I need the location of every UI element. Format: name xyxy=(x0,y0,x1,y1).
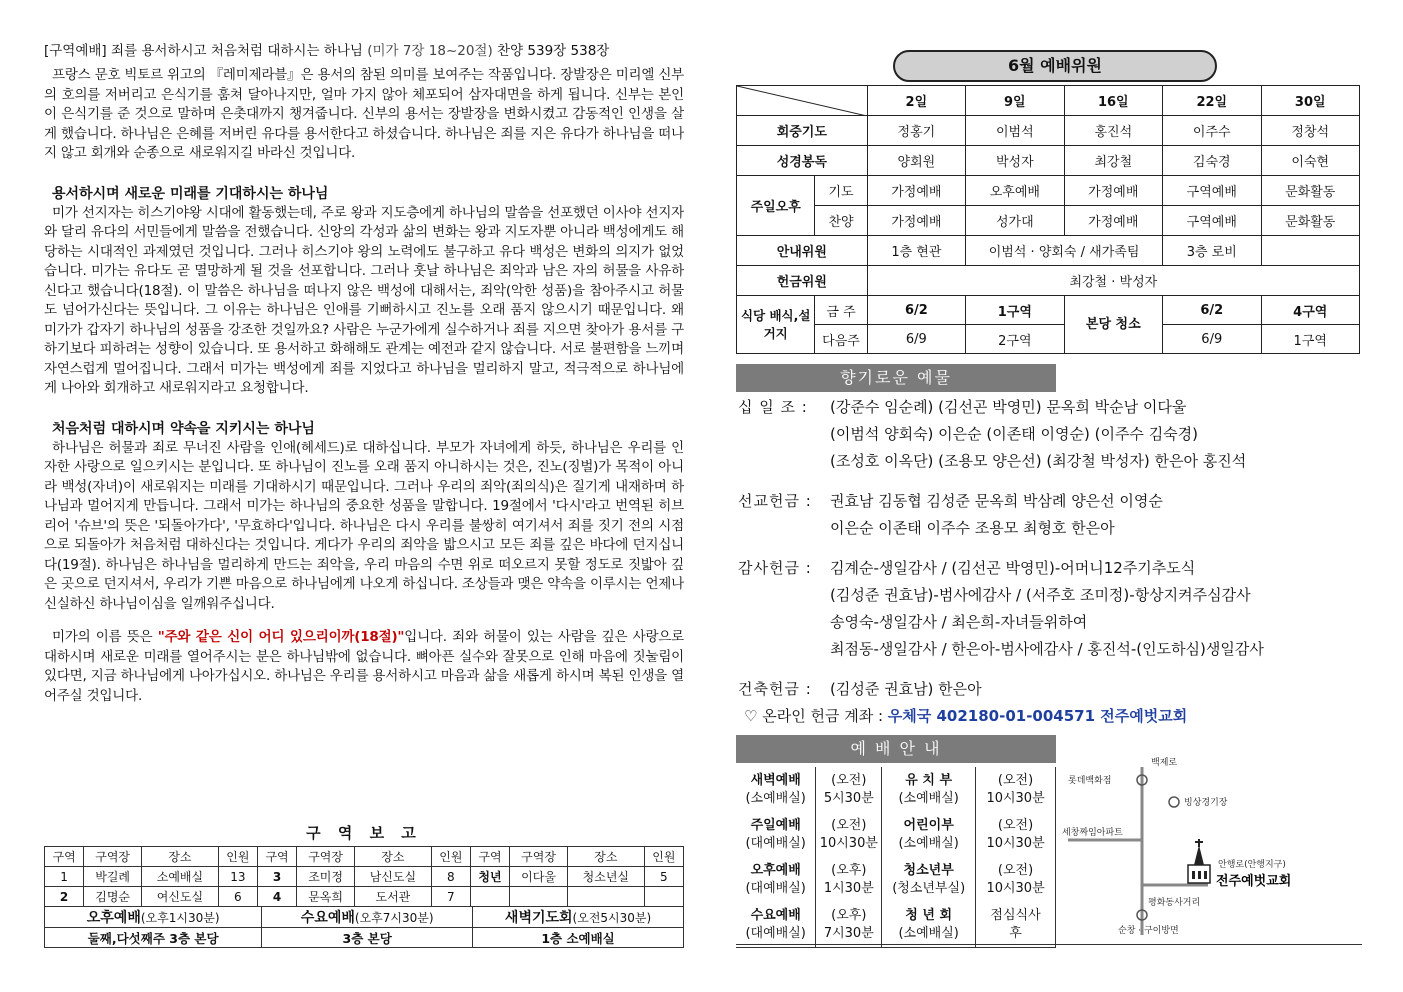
table-cell: 6/9 xyxy=(1163,325,1261,354)
service-name: 청소년부 xyxy=(903,862,954,878)
offering-row xyxy=(738,394,1378,421)
rink-marker-icon xyxy=(1169,797,1179,807)
table-cell: 1구역 xyxy=(1261,325,1360,354)
table-cell: 4구역 xyxy=(1261,296,1360,325)
service-location: (청소년부실) xyxy=(892,880,966,896)
table-cell: 8 xyxy=(431,867,470,887)
offering-label: 감사헌금 : xyxy=(738,559,812,577)
table-row xyxy=(737,325,1360,354)
table-cell: 박성자 xyxy=(966,146,1064,176)
table-cell: 3층 로비 xyxy=(1163,236,1261,266)
table-cell: 이다울 xyxy=(510,867,568,887)
online-giving: ♡ 온라인 헌금 계좌 : 우체국 402180-01-004571 전주예벗교회 xyxy=(744,707,1188,725)
service-cell xyxy=(882,767,976,812)
row-label: 식당 배식,설거지 xyxy=(737,296,815,354)
offering-label: 십 일 조 : xyxy=(738,398,808,416)
article-header xyxy=(44,40,684,62)
table-cell xyxy=(644,887,683,907)
report-header: 구역 xyxy=(470,847,509,867)
section1-body: 미가 선지자는 히스기야왕 시대에 활동했는데, 주로 왕과 지도층에게 하나님의 말씀을 선포했던 이사야 선지자와 달리 유다의 서민들에게 말씀을 전했습니다. 신앙의 각성과 삶의 변화는 왕과 지도자뿐 아니라 백성에게도 해당하는 시대적인 과제였던 것입니다. 그러나 히스기야 왕의 노력에도 불구하고 유다 백성은 변화의 의지가 없었습니다. 미가는 유다도 곧 멸망하게 될 것을 선포합니다. 그러나 훗날 하나님은 죄악과 남은 자의 허물을 사유하신다고 했습니다(18절). 이 말씀은 하나님을 떠나지 않은 백성에 대해서는, 죄악(악한 성품)을 참아주시고 허물도 넘어가신다는 뜻입니다. 그 이유는 하나님은 인애를 기뻐하시고 진노를 오래 품지 않으시기 때문입니다. 왜 미가가 갑자기 하나님의 성품을 강조한 것일까요? 사람은 누군가에게 실수하거나 죄를 지으면 찾아가 용서를 구하기보다 피하려는 성향이 있습니다. 또 용서하고 화해해도 관계는 예전과 같지 않습니다. 서로 불편함을 느끼며 자연스럽게 멀어집니다. 그래서 미가는 백성에게 죄를 지었다고 하나님을 멀리하지 말고, 적극적으로 하나님에게 나아와 회개하고 새로워지라고 요청합니다. xyxy=(44,204,684,396)
table-row xyxy=(737,266,1360,296)
table-row xyxy=(736,902,1056,948)
offering-line: 최점동-생일감사 / 한은아-범사에감사 / 홍진석-(인도하심)생일감사 xyxy=(830,640,1264,658)
offering-line: (이범석 양회숙) 이은순 (이존태 이영순) (이주수 김숙경) xyxy=(830,425,1199,443)
service-ampm: (오전) xyxy=(997,817,1034,833)
row-label: 주일오후 xyxy=(737,176,815,236)
heart-icon: ♡ xyxy=(744,707,758,725)
row-label: 헌금위원 xyxy=(737,266,868,296)
service-time: 10시30분 xyxy=(986,835,1045,851)
section2-body: 하나님은 허물과 죄로 무너진 사람을 인애(헤세드)로 대하십니다. 부모가 자녀에게 하듯, 하나님은 우리를 인자한 사랑으로 일으키시는 분입니다. 또 하나님이 진노를 오래 품지 아니하시는 것은, 진노(징벌)가 목적이 아니라 백성(자녀)이 새로워지는 미래를 기대하시기 때문입니다. 그러나 우리의 죄악(죄의식)은 질기게 내재하며 하나님과 멀어지게 만듭니다. 그래서 미가는 하나님의 중요한 성품을 말합니다. 19절에서 '다시'라고 번역된 히브리어 '슈브'의 뜻은 '되돌아가다', '무효하다'입니다. 하나님은 다시 우리를 불쌍히 여기셔서 죄를 짓기 전의 시점으로 되돌아가 처음처럼 대하신다는 것입니다. 게다가 우리의 죄악을 밟으시고 모든 죄를 깊은 바다에 던지십니다(19절). 하나님은 하나님을 멀리하게 만드는 죄악을, 우리 마음의 수면 위로 떠오르지 못할 정도로 짓밟아 깊은 곳으로 던지셔서, 우리가 기쁜 마음으로 하나님에게 나오게 하십니다. 조상들과 맺은 약속을 이루시는 언제나 신실하신 하나님이심을 일깨워주십니다. xyxy=(44,439,684,612)
table-cell: 청소년실 xyxy=(568,867,645,887)
diagonal-corner-cell xyxy=(737,86,868,116)
service-cell xyxy=(736,812,816,857)
time-cell xyxy=(816,767,882,812)
offering-line: (조성호 이옥단) (조용모 양은선) (최강철 박성자) 한은아 홍진석 xyxy=(830,452,1247,470)
offerings-list xyxy=(738,394,1378,703)
table-cell: 6 xyxy=(218,887,257,907)
service-ampm: (오전) xyxy=(997,772,1034,788)
offering-line: (김성준 권효남) 한은아 xyxy=(830,680,982,698)
weekly-place: 1층 소예배실 xyxy=(473,928,684,948)
row-label: 안내위원 xyxy=(737,236,868,266)
offering-label-text: 선교헌금 xyxy=(738,492,800,510)
diagonal-line xyxy=(737,86,867,116)
table-cell: 가정예배 xyxy=(1064,176,1162,206)
report-header: 인원 xyxy=(644,847,683,867)
table-cell: 김숙경 xyxy=(1163,146,1261,176)
weekly-cell xyxy=(45,907,262,928)
table-row xyxy=(737,146,1360,176)
service-time: 10시30분 xyxy=(986,790,1045,806)
table-cell: 6/9 xyxy=(867,325,965,354)
weekly-title: 오후예배 xyxy=(86,910,141,926)
sub-label: 금 주 xyxy=(815,296,867,325)
table-cell: 2 xyxy=(45,887,84,907)
closing-before: 미가의 이름 뜻은 xyxy=(52,629,158,645)
map-label-church: 전주예벗교회 xyxy=(1216,874,1292,889)
intro-paragraph: 프랑스 문호 빅토르 위고의 『레미제라블』은 용서의 참된 의미를 보여주는 작품입니다. 장발장은 미리엘 신부의 호의를 저버리고 은식기를 훔쳐 달아나지만, 얼마 가지 않아 체포되어 삼자대면을 하게 됩니다. 신부는 본인이 은식기를 준 것으로 말하며 은촛대까지 챙겨줍니다. 신부의 용서는 장발장을 변화시켰고 감동적인 인생을 살게 했습니다. 하나님은 은혜를 저버린 유다를 용서한다고 하셨습니다. 하나님은 죄를 지은 유다가 하나님을 떠나지 않고 회개와 순종으로 새로워지길 바라신 것입니다. xyxy=(44,67,684,161)
scripture-ref: (미가 7장 18~20절) xyxy=(367,43,493,59)
table-cell: 박길례 xyxy=(84,867,142,887)
service-name: 오후예배 xyxy=(750,862,801,878)
time-cell xyxy=(976,857,1056,902)
table-cell xyxy=(568,887,645,907)
table-row xyxy=(737,296,1360,325)
map-label-apartment: 세창짜임아파트 xyxy=(1062,828,1123,838)
service-name: 주일예배 xyxy=(750,817,801,833)
service-time: 10시30분 xyxy=(986,880,1045,896)
table-cell: 가정예배 xyxy=(867,206,965,236)
online-label: 온라인 헌금 계좌 xyxy=(762,707,874,725)
time-cell xyxy=(816,857,882,902)
duty-title: 6월 예배위원 xyxy=(893,50,1217,82)
location-map xyxy=(1058,745,1362,945)
offering-line: 권효남 김동협 김성준 문옥희 박삼례 양은선 이영순 xyxy=(830,492,1163,510)
table-cell: 청년 xyxy=(470,867,509,887)
table-cell: 가정예배 xyxy=(1064,206,1162,236)
duty-table xyxy=(736,85,1360,354)
time-cell xyxy=(976,812,1056,857)
closing-paragraph xyxy=(44,628,684,706)
date-header: 30일 xyxy=(1261,86,1360,116)
table-cell: 남신도실 xyxy=(355,867,432,887)
table-cell: 김명순 xyxy=(84,887,142,907)
report-header: 인원 xyxy=(218,847,257,867)
report-table xyxy=(44,846,684,907)
weekly-time: (오후1시30분) xyxy=(140,911,220,925)
map-label-lotte: 롯데백화점 xyxy=(1068,776,1112,786)
weekly-title-row xyxy=(45,907,684,928)
table-cell xyxy=(1261,236,1360,266)
time-cell xyxy=(976,767,1056,812)
map-label-baekje: 백제로 xyxy=(1151,758,1178,768)
weekly-place: 3층 본당 xyxy=(262,928,473,948)
service-name: 어린이부 xyxy=(903,817,954,833)
report-header: 장소 xyxy=(355,847,432,867)
article-tag: [구역예배] xyxy=(44,43,107,59)
report-header: 구역 xyxy=(257,847,296,867)
weekly-title: 새벽기도회 xyxy=(504,910,573,926)
article xyxy=(44,40,684,706)
table-cell: 최강철 xyxy=(1064,146,1162,176)
table-cell: 문화활동 xyxy=(1261,206,1360,236)
service-location: (대예배실) xyxy=(745,880,806,896)
map-label-pyeonghwa: 평화동사거리 xyxy=(1148,898,1201,908)
bank-account: 우체국 402180-01-004571 전주예벗교회 xyxy=(887,707,1188,725)
service-ampm: (오후) xyxy=(831,907,867,923)
table-cell: 3 xyxy=(257,867,296,887)
offering-row xyxy=(738,676,1378,703)
hymn-numbers: 찬양 539장 538장 xyxy=(497,43,610,59)
table-cell: 1 xyxy=(45,867,84,887)
weekly-cell xyxy=(473,907,684,928)
service-ampm: (오전) xyxy=(831,817,867,833)
offering-label: 건축헌금 : xyxy=(738,680,812,698)
table-cell: 13 xyxy=(218,867,257,887)
report-header-row xyxy=(45,847,684,867)
table-row xyxy=(737,116,1360,146)
section1-title: 용서하시며 새로운 미래를 기대하시는 하나님 xyxy=(52,185,329,202)
offering-line: 송영숙-생일감사 / 최은희-자녀들위하여 xyxy=(830,613,1088,631)
report-header: 구역 xyxy=(45,847,84,867)
worship-guide-table xyxy=(736,767,1056,948)
closing-after: 입니다. 죄와 허물이 있는 사람을 깊은 사랑으로 대하시며 새로운 미래를 열어주시는 분은 하나님밖에 없습니다. 뼈아픈 실수와 잘못으로 인해 마음에 짓눌림이 있다면, 지금 하나님에게 나아가십시오. 하나님은 우리를 용서하시고 마음과 삶을 새롭게 하시며 복된 인생을 열어주실 것입니다. xyxy=(44,629,684,704)
weekly-time: (오후7시30분) xyxy=(354,911,434,925)
offering-line: (김성준 권효남)-범사에감사 / (서주호 조미정)-항상지켜주심감사 xyxy=(830,586,1251,604)
table-cell: 4 xyxy=(257,887,296,907)
service-time: 5시30분 xyxy=(823,790,874,806)
report-header: 장소 xyxy=(142,847,219,867)
table-cell: 이범석 · 양회숙 / 새가족팀 xyxy=(966,236,1163,266)
table-row xyxy=(736,767,1056,812)
table-row xyxy=(736,812,1056,857)
date-header: 2일 xyxy=(867,86,965,116)
service-cell xyxy=(736,767,816,812)
row-label: 본당 청소 xyxy=(1064,296,1162,354)
table-cell: 구역예배 xyxy=(1163,206,1261,236)
sub-label: 찬양 xyxy=(815,206,867,236)
service-cell xyxy=(882,902,976,948)
map-label-rink: 빙상경기장 xyxy=(1184,798,1228,808)
report-header: 구역장 xyxy=(84,847,142,867)
weekly-cell xyxy=(262,907,473,928)
table-cell: 여신도실 xyxy=(142,887,219,907)
table-cell: 6/2 xyxy=(867,296,965,325)
worship-guide-title: 예 배 안 내 xyxy=(736,735,1056,763)
report-header: 장소 xyxy=(568,847,645,867)
weekly-time: (오전5시30분) xyxy=(572,911,652,925)
table-cell: 정창석 xyxy=(1261,116,1360,146)
table-cell: 이범석 xyxy=(966,116,1064,146)
report-header: 인원 xyxy=(431,847,470,867)
weekly-title: 수요예배 xyxy=(300,910,355,926)
weekly-worship-table xyxy=(44,906,684,948)
table-cell: 이숙현 xyxy=(1261,146,1360,176)
date-header: 16일 xyxy=(1064,86,1162,116)
table-cell: 1구역 xyxy=(966,296,1064,325)
offering-label-text: 십 일 조 xyxy=(738,398,797,416)
service-name: 새벽예배 xyxy=(750,772,801,788)
table-cell: 문옥희 xyxy=(297,887,355,907)
report-header: 구역장 xyxy=(510,847,568,867)
date-header: 22일 xyxy=(1163,86,1261,116)
table-row xyxy=(45,867,684,887)
service-name: 청 년 회 xyxy=(905,907,953,923)
table-cell: 소예배실 xyxy=(142,867,219,887)
duty-date-row xyxy=(737,86,1360,116)
table-cell: 홍진석 xyxy=(1064,116,1162,146)
table-cell: 6/2 xyxy=(1163,296,1261,325)
divider xyxy=(736,944,1362,945)
offering-label-text: 감사헌금 xyxy=(738,559,800,577)
service-cell xyxy=(882,857,976,902)
service-location: (대예배실) xyxy=(745,835,806,851)
report-header: 구역장 xyxy=(297,847,355,867)
service-name: 수요예배 xyxy=(750,907,801,923)
service-location: (소예배실) xyxy=(745,790,806,806)
service-time: 10시30분 xyxy=(819,835,878,851)
table-cell: 가정예배 xyxy=(867,176,965,206)
time-cell xyxy=(816,902,882,948)
table-cell: 도서관 xyxy=(355,887,432,907)
service-location: (소예배실) xyxy=(898,790,959,806)
service-ampm: (오전) xyxy=(831,772,867,788)
row-label: 회중기도 xyxy=(737,116,868,146)
table-cell: 최강철 · 박성자 xyxy=(867,266,1359,296)
church-icon xyxy=(1188,839,1210,883)
offering-line: (강준수 임순례) (김선곤 박영민) 문옥희 박순남 이다울 xyxy=(830,398,1187,416)
sub-label: 다음주 xyxy=(815,325,867,354)
weekly-place-row xyxy=(45,928,684,948)
time-cell xyxy=(976,902,1056,948)
table-row xyxy=(45,887,684,907)
weekly-place: 둘째,다섯째주 3층 본당 xyxy=(45,928,262,948)
service-ampm: (오전) xyxy=(997,862,1034,878)
table-cell: 이주수 xyxy=(1163,116,1261,146)
table-row xyxy=(737,236,1360,266)
table-cell: 구역예배 xyxy=(1163,176,1261,206)
table-cell: 1층 현관 xyxy=(867,236,965,266)
table-row xyxy=(736,857,1056,902)
closing-highlight: "주와 같은 신이 어디 있으리이까(18절)" xyxy=(157,629,405,645)
table-cell: 오후예배 xyxy=(966,176,1064,206)
service-time: 7시30분 xyxy=(823,925,874,941)
service-cell xyxy=(736,902,816,948)
offering-row xyxy=(738,488,1378,515)
table-cell xyxy=(470,887,509,907)
date-header: 9일 xyxy=(966,86,1064,116)
row-label: 성경봉독 xyxy=(737,146,868,176)
offering-label: 선교헌금 : xyxy=(738,492,812,510)
table-row xyxy=(737,176,1360,206)
table-cell: 5 xyxy=(644,867,683,887)
table-cell: 양회원 xyxy=(867,146,965,176)
service-ampm: (오후) xyxy=(831,862,867,878)
section2-title: 처음처럼 대하시며 약속을 지키시는 하나님 xyxy=(52,420,315,437)
article-title: 죄를 용서하시고 처음처럼 대하시는 하나님 xyxy=(111,43,363,59)
service-ampm: 점심식사 xyxy=(990,907,1041,923)
sub-label: 기도 xyxy=(815,176,867,206)
service-location: (소예배실) xyxy=(898,925,959,941)
offering-label-text: 건축헌금 xyxy=(738,680,800,698)
service-time: 후 xyxy=(1009,925,1022,941)
offering-row xyxy=(738,555,1378,582)
table-cell xyxy=(510,887,568,907)
table-cell: 2구역 xyxy=(966,325,1064,354)
table-cell: 성가대 xyxy=(966,206,1064,236)
map-label-sunchang: 순창 · 구이방면 xyxy=(1118,926,1179,936)
table-cell: 정홍기 xyxy=(867,116,965,146)
table-cell: 문화활동 xyxy=(1261,176,1360,206)
offering-line: 이은순 이존태 이주수 조용모 최형호 한은아 xyxy=(830,519,1115,537)
table-cell: 조미정 xyxy=(297,867,355,887)
service-name: 유 치 부 xyxy=(905,772,953,788)
time-cell xyxy=(816,812,882,857)
service-location: (대예배실) xyxy=(745,925,806,941)
table-row xyxy=(737,206,1360,236)
report-title: 구 역 보 고 xyxy=(306,824,422,842)
service-cell xyxy=(882,812,976,857)
map-label-inhaeng: 안행로(안행지구) xyxy=(1218,860,1286,870)
offerings-title: 향기로운 예물 xyxy=(736,364,1056,392)
service-location: (소예배실) xyxy=(898,835,959,851)
service-cell xyxy=(736,857,816,902)
table-cell: 7 xyxy=(431,887,470,907)
service-time: 1시30분 xyxy=(823,880,874,896)
offering-line: 김계순-생일감사 / (김선곤 박영민)-어머니12주기추도식 xyxy=(830,559,1196,577)
